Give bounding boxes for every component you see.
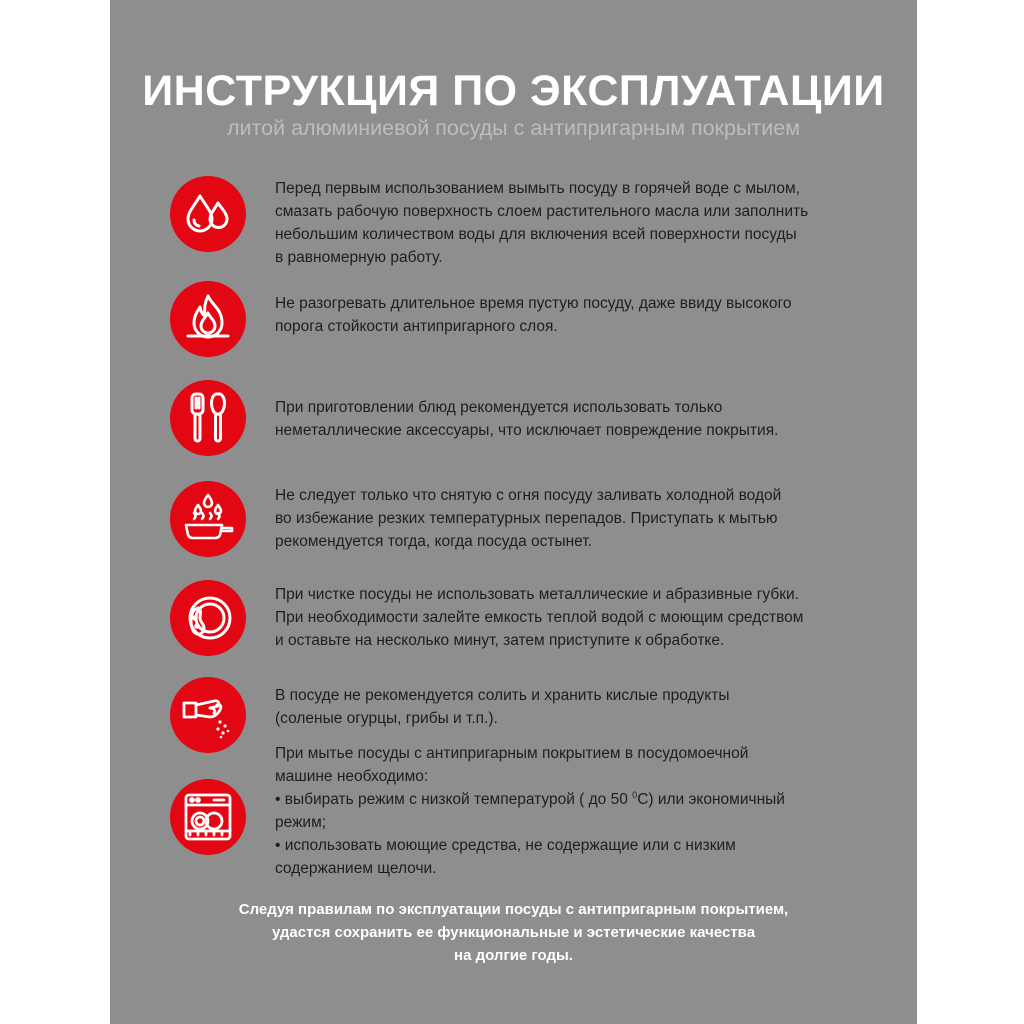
instruction-sheet [110,0,917,1024]
flame-icon [170,281,246,357]
page-subtitle: литой алюминиевой посуды с антипригарным покрытием [227,116,800,140]
dishwasher-icon [170,779,246,855]
sponge-icon [170,580,246,656]
instruction-text-3: При приготовлении блюд рекомендуется использовать только неметаллические аксессуары, что исключает повреждение покрытия. [275,399,779,439]
instruction-text-1: Перед первым использованием вымыть посуду в горячей воде с мылом, смазать рабочую поверхность слоем растительного масла или заполнить небольшим количеством воды для включения всей поверхности посуды в равномерную работу. [275,180,809,266]
water-drops-icon [170,176,246,252]
page-title: ИНСТРУКЦИЯ ПО ЭКСПЛУАТАЦИИ [142,67,885,115]
footer-note: Следуя правилам по эксплуатации посуды с антипригарным покрытием, удастся сохранить ее функциональные и эстетические качества на долгие годы. [238,901,789,964]
salt-hand-icon [170,677,246,753]
degree-superscript: 0 [632,789,638,800]
instruction-text-2: Не разогревать длительное время пустую посуду, даже ввиду высокого порога стойкости антипригарного слоя. [275,295,792,335]
instruction-text-5: При чистке посуды не использовать металлические и абразивные губки. При необходимости залейте емкость теплой водой с моющим средством и оставьте на несколько минут, затем приступите к обработке. [275,586,804,649]
instruction-text-7: При мытье посуды с антипригарным покрытием в посудомоечной машине необходимо: • выбирать режим с низкой температурой ( до 50 $^0$С) или экономичный режим; • использовать моющие средства, не содержащие или с низким содержанием щелочи. [275,745,785,877]
instruction-text-4: Не следует только что снятую с огня посуду заливать холодной водой во избежание резких температурных перепадов. Приступать к мытью рекомендуется тогда, когда посуда остынет. [275,487,782,550]
pan-with-drops-icon [170,481,246,557]
utensils-icon [170,380,246,456]
instruction-text-6: В посуде не рекомендуется солить и хранить кислые продукты (соленые огурцы, грибы и т.п.). [275,687,730,727]
